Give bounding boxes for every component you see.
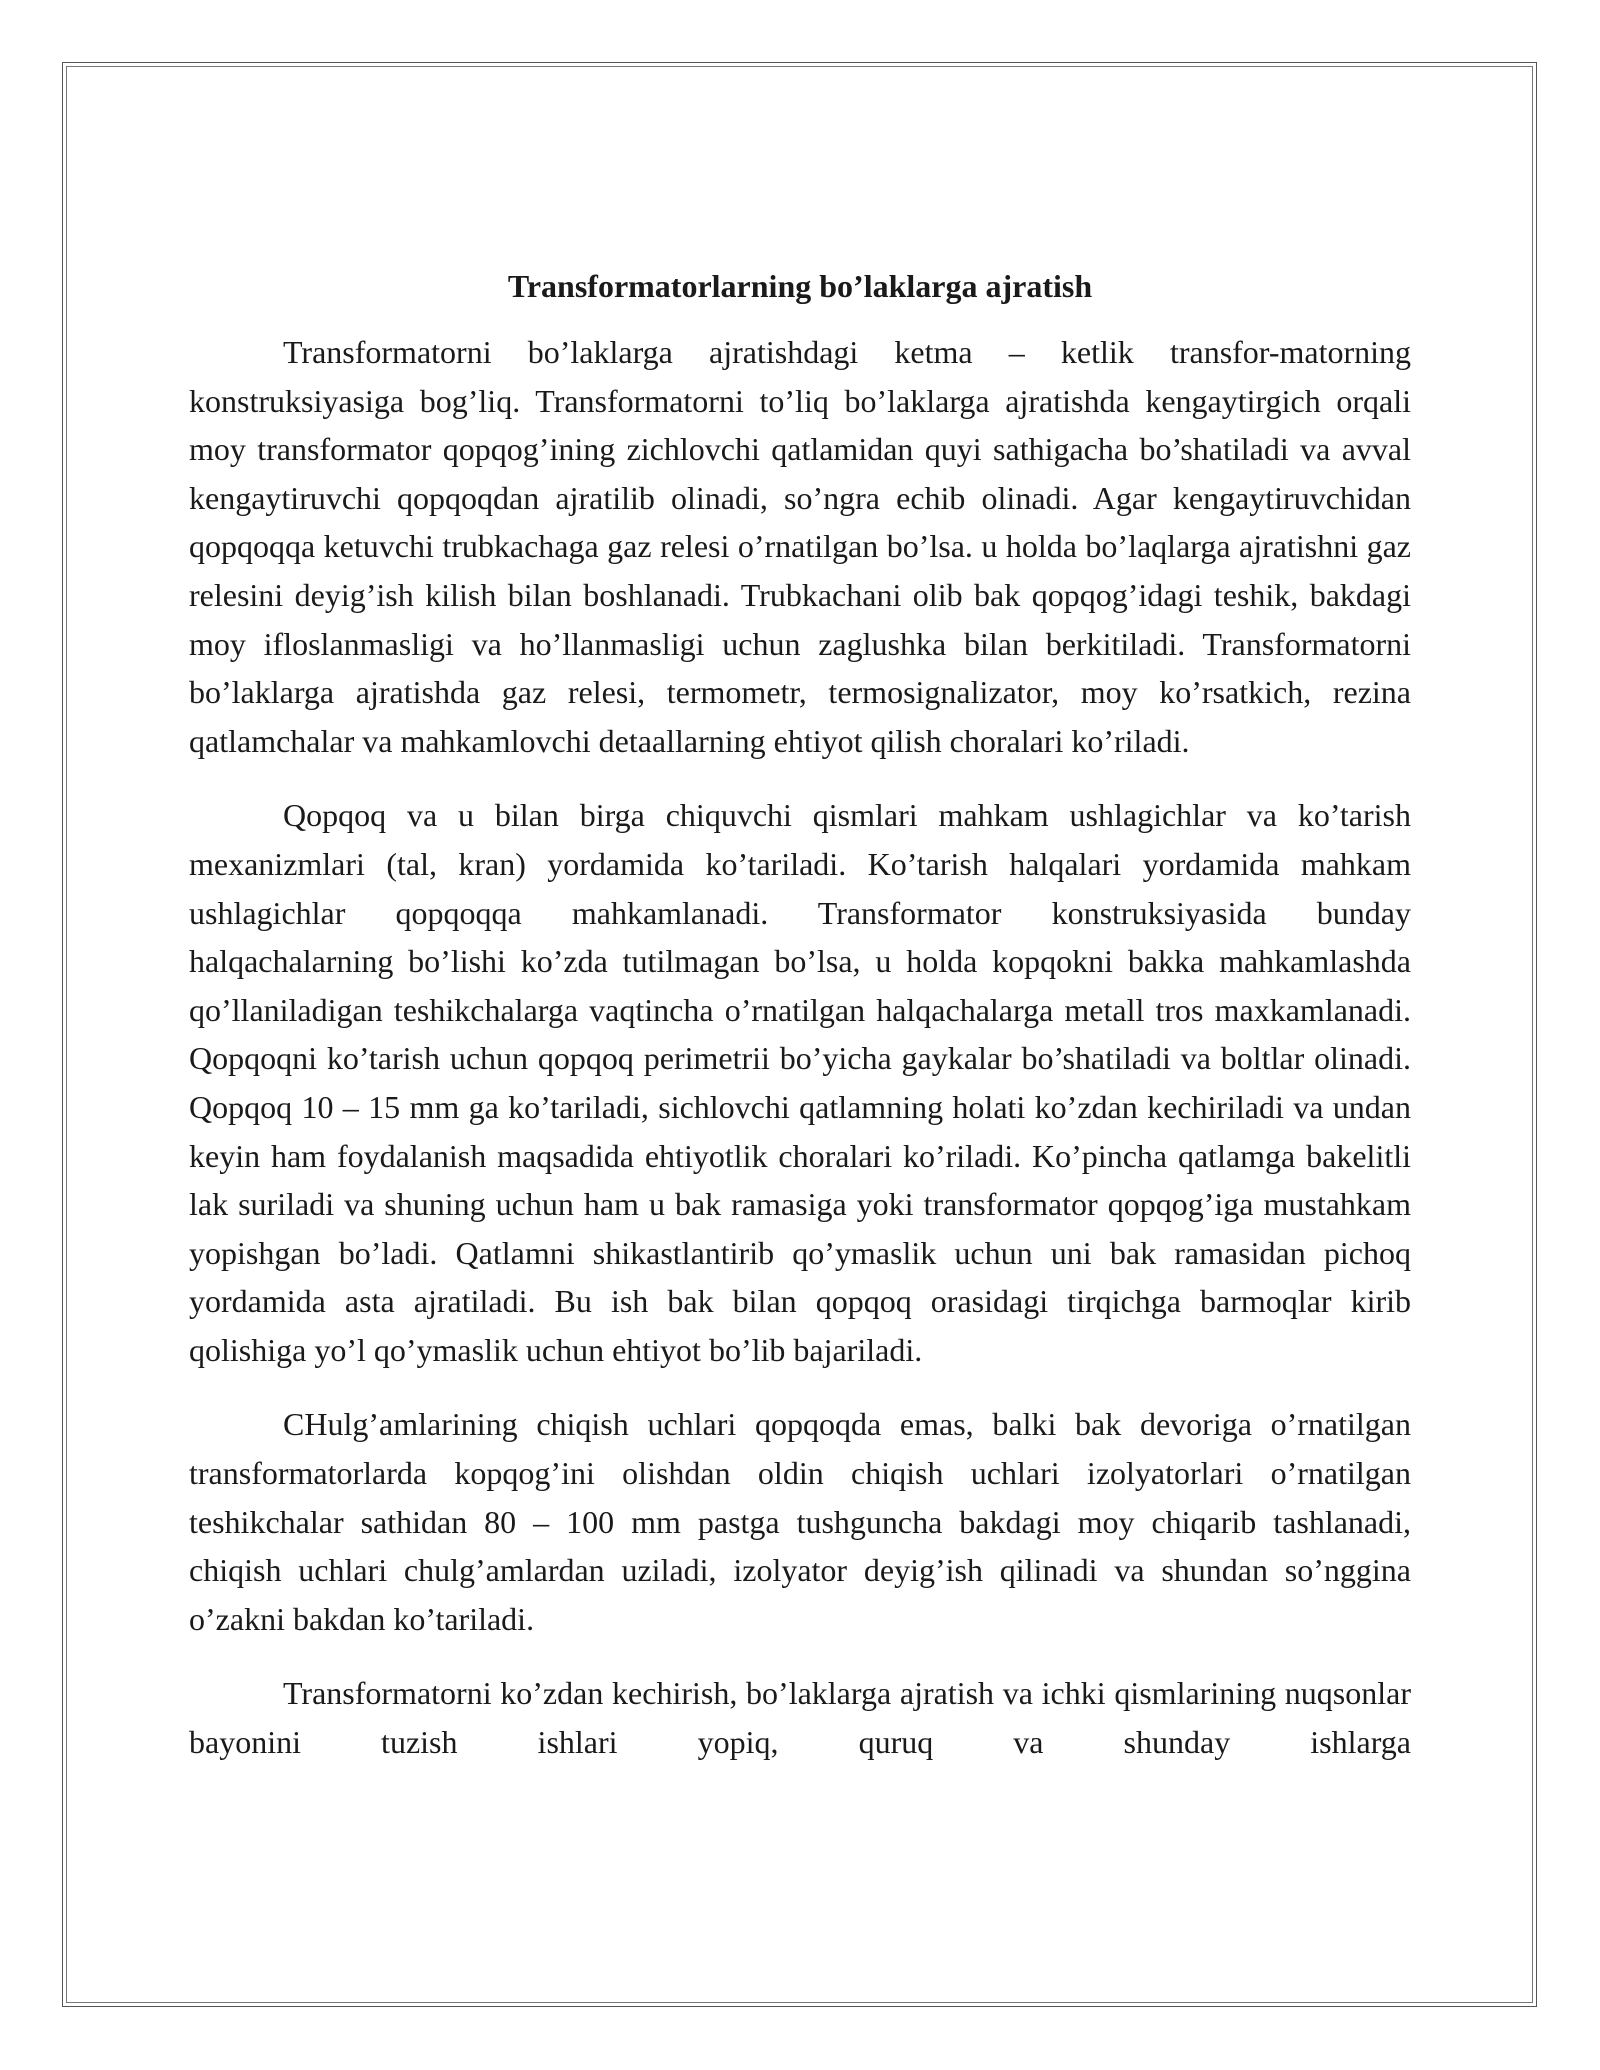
paragraph-3: CHulg’amlarining chiqish uchlari qopqoqda emas, balki bak devoriga o’rnatilgan transformatorlarda kopqog’ini olishdan oldin chiqish uchlari izolyatorlari o’rnatilgan teshikchalar sathidan 80 – 100 mm pastga tushguncha bakdagi moy chiqarib tashlanadi, chiqish uchlari chulg’amlardan uziladi, izolyator deyig’ish qilinadi va shundan so’nggina o’zakni bakdan ko’tariladi. <box>189 1406 1411 1637</box>
paragraph-1: Transformatorni bo’laklarga ajratishdagi ketma – ketlik transfor-matorning konstruksiyasiga bog’liq. Transformatorni to’liq bo’laklarga ajratishda kengaytirgich orqali moy transformator qopqog’ining zichlovchi qatlamidan quyi sathigacha bo’shatiladi va avval kengaytiruvchi qopqoqdan ajratilib olinadi, so’ngra echib olinadi. Agar kengaytiruvchidan qopqoqqa ketuvchi trubkachaga gaz relesi o’rnatilgan bo’lsa. u holda bo’laqlarga ajratishni gaz relesini deyig’ish kilish bilan boshlanadi. Trubkachani olib bak qopqog’idagi teshik, bakdagi moy ifloslanmasligi va ho’llanmasligi uchun zaglushka bilan berkitiladi. Transformatorni bo’laklarga ajratishda gaz relesi, termometr, termosignalizator, moy ko’rsatkich, rezina qatlamchalar va mahkamlovchi detaallarning ehtiyot qilish choralari ko’riladi. <box>189 334 1411 759</box>
paragraph-2: Qopqoq va u bilan birga chiquvchi qismlari mahkam ushlagichlar va ko’tarish mexanizmlari (tal, kran) yordamida ko’tariladi. Ko’tarish halqalari yordamida mahkam ushlagichlar qopqoqqa mahkamlanadi. Transformator konstruksiyasida bunday halqachalarning bo’lishi ko’zda tutilmagan bo’lsa, u holda kopqokni bakka mahkamlashda qo’llaniladigan teshikchalarga vaqtincha o’rnatilgan halqachalarga metall tros maxkamlanadi. Qopqoqni ko’tarish uchun qopqoq perimetrii bo’yicha gaykalar bo’shatiladi va boltlar olinadi. Qopqoq 10 – 15 mm ga ko’tariladi, sichlovchi qatlamning holati ko’zdan kechiriladi va undan keyin ham foydalanish maqsadida ehtiyotlik choralari ko’riladi. Ko’pincha qatlamga bakelitli lak suriladi va shuning uchun ham u bak ramasiga yoki transformator qopqog’iga mustahkam yopishgan bo’ladi. Qatlamni shikastlantirib qo’ymaslik uchun uni bak ramasidan pichoq yordamida asta ajratiladi. Bu ish bak bilan qopqoq orasidagi tirqichga barmoqlar kirib qolishiga yo’l qo’ymaslik uchun ehtiyot bo’lib bajariladi. <box>189 797 1411 1368</box>
document-title: Transformatorlarning bo’laklarga ajratish <box>507 268 1093 304</box>
paragraph-4: Transformatorni ko’zdan kechirish, bo’laklarga ajratish va ichki qismlarining nuqsonlar bayonini tuzish ishlari yopiq, quruq va shunday ishlarga <box>189 1675 1411 1761</box>
document-body <box>189 262 1411 1793</box>
